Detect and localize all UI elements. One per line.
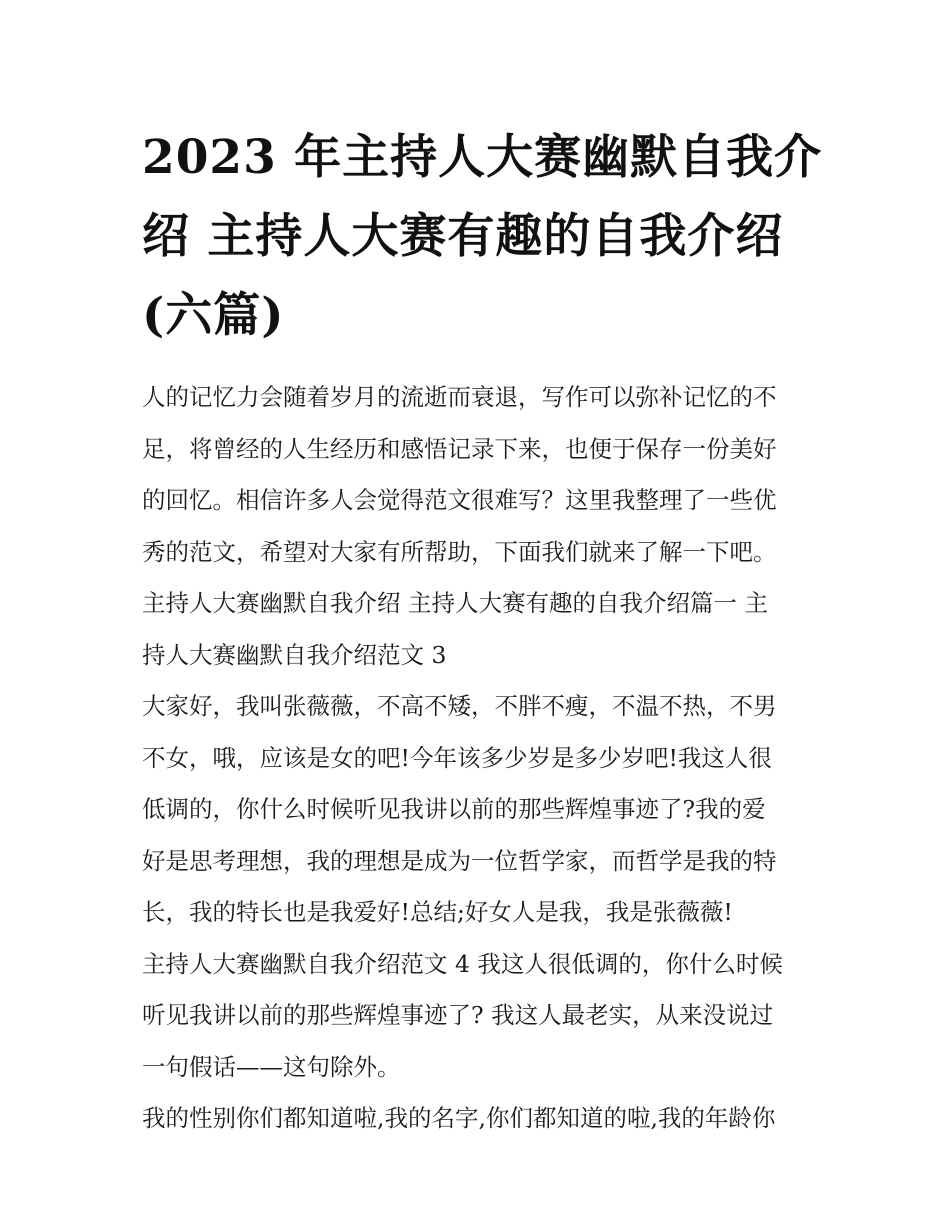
text-line: 好是思考理想，我的理想是成为一位哲学家，而哲学是我的特 (142, 846, 777, 875)
sample-paragraph-5 (142, 1093, 814, 1145)
text-line: 持人大赛幽默自我介绍范文 3 (142, 640, 447, 669)
text-line: 我的性别你们都知道啦,我的名字,你们都知道的啦,我的年龄你 (142, 1104, 776, 1132)
document-body (142, 372, 814, 1145)
title-line: (六篇) (142, 288, 285, 343)
document-title (142, 118, 823, 355)
document-page (142, 118, 823, 1145)
sample-paragraph-4 (142, 939, 814, 1094)
text-line: 主持人大赛幽默自我介绍 主持人大赛有趣的自我介绍篇一 主 (142, 589, 768, 617)
text-line: 低调的，你什么时候听见我讲以前的那些辉煌事迹了?我的爱 (142, 795, 766, 823)
text-line: 足，将曾经的人生经历和感悟记录下来，也便于保存一份美好 (142, 434, 777, 463)
title-line: 2023 年主持人大赛幽默自我介 (142, 130, 823, 185)
text-line: 人的记忆力会随着岁月的流逝而衰退，写作可以弥补记忆的不 (142, 383, 777, 411)
text-line: 不女，哦，应该是女的吧!今年该多少岁是多少岁吧!我这人很 (142, 743, 772, 772)
intro-paragraph (142, 372, 814, 578)
text-line: 长，我的特长也是我爱好!总结;好女人是我，我是张薇薇! (142, 898, 733, 926)
section-heading-paragraph (142, 578, 814, 681)
title-line: 绍 主持人大赛有趣的自我介绍 (142, 209, 784, 264)
text-line: 听见我讲以前的那些辉煌事迹了? 我这人最老实，从来没说过 (142, 1001, 774, 1029)
text-line: 一句假话——这句除外。 (142, 1052, 401, 1081)
text-line: 的回忆。相信许多人会觉得范文很难写？这里我整理了一些优 (142, 486, 777, 514)
sample-paragraph-3 (142, 681, 814, 939)
text-line: 秀的范文，希望对大家有所帮助，下面我们就来了解一下吧。 (142, 537, 777, 566)
text-line: 大家好，我叫张薇薇，不高不矮，不胖不瘦，不温不热，不男 (142, 692, 777, 720)
text-line: 主持人大赛幽默自我介绍范文 4 我这人很低调的，你什么时候 (142, 949, 783, 978)
